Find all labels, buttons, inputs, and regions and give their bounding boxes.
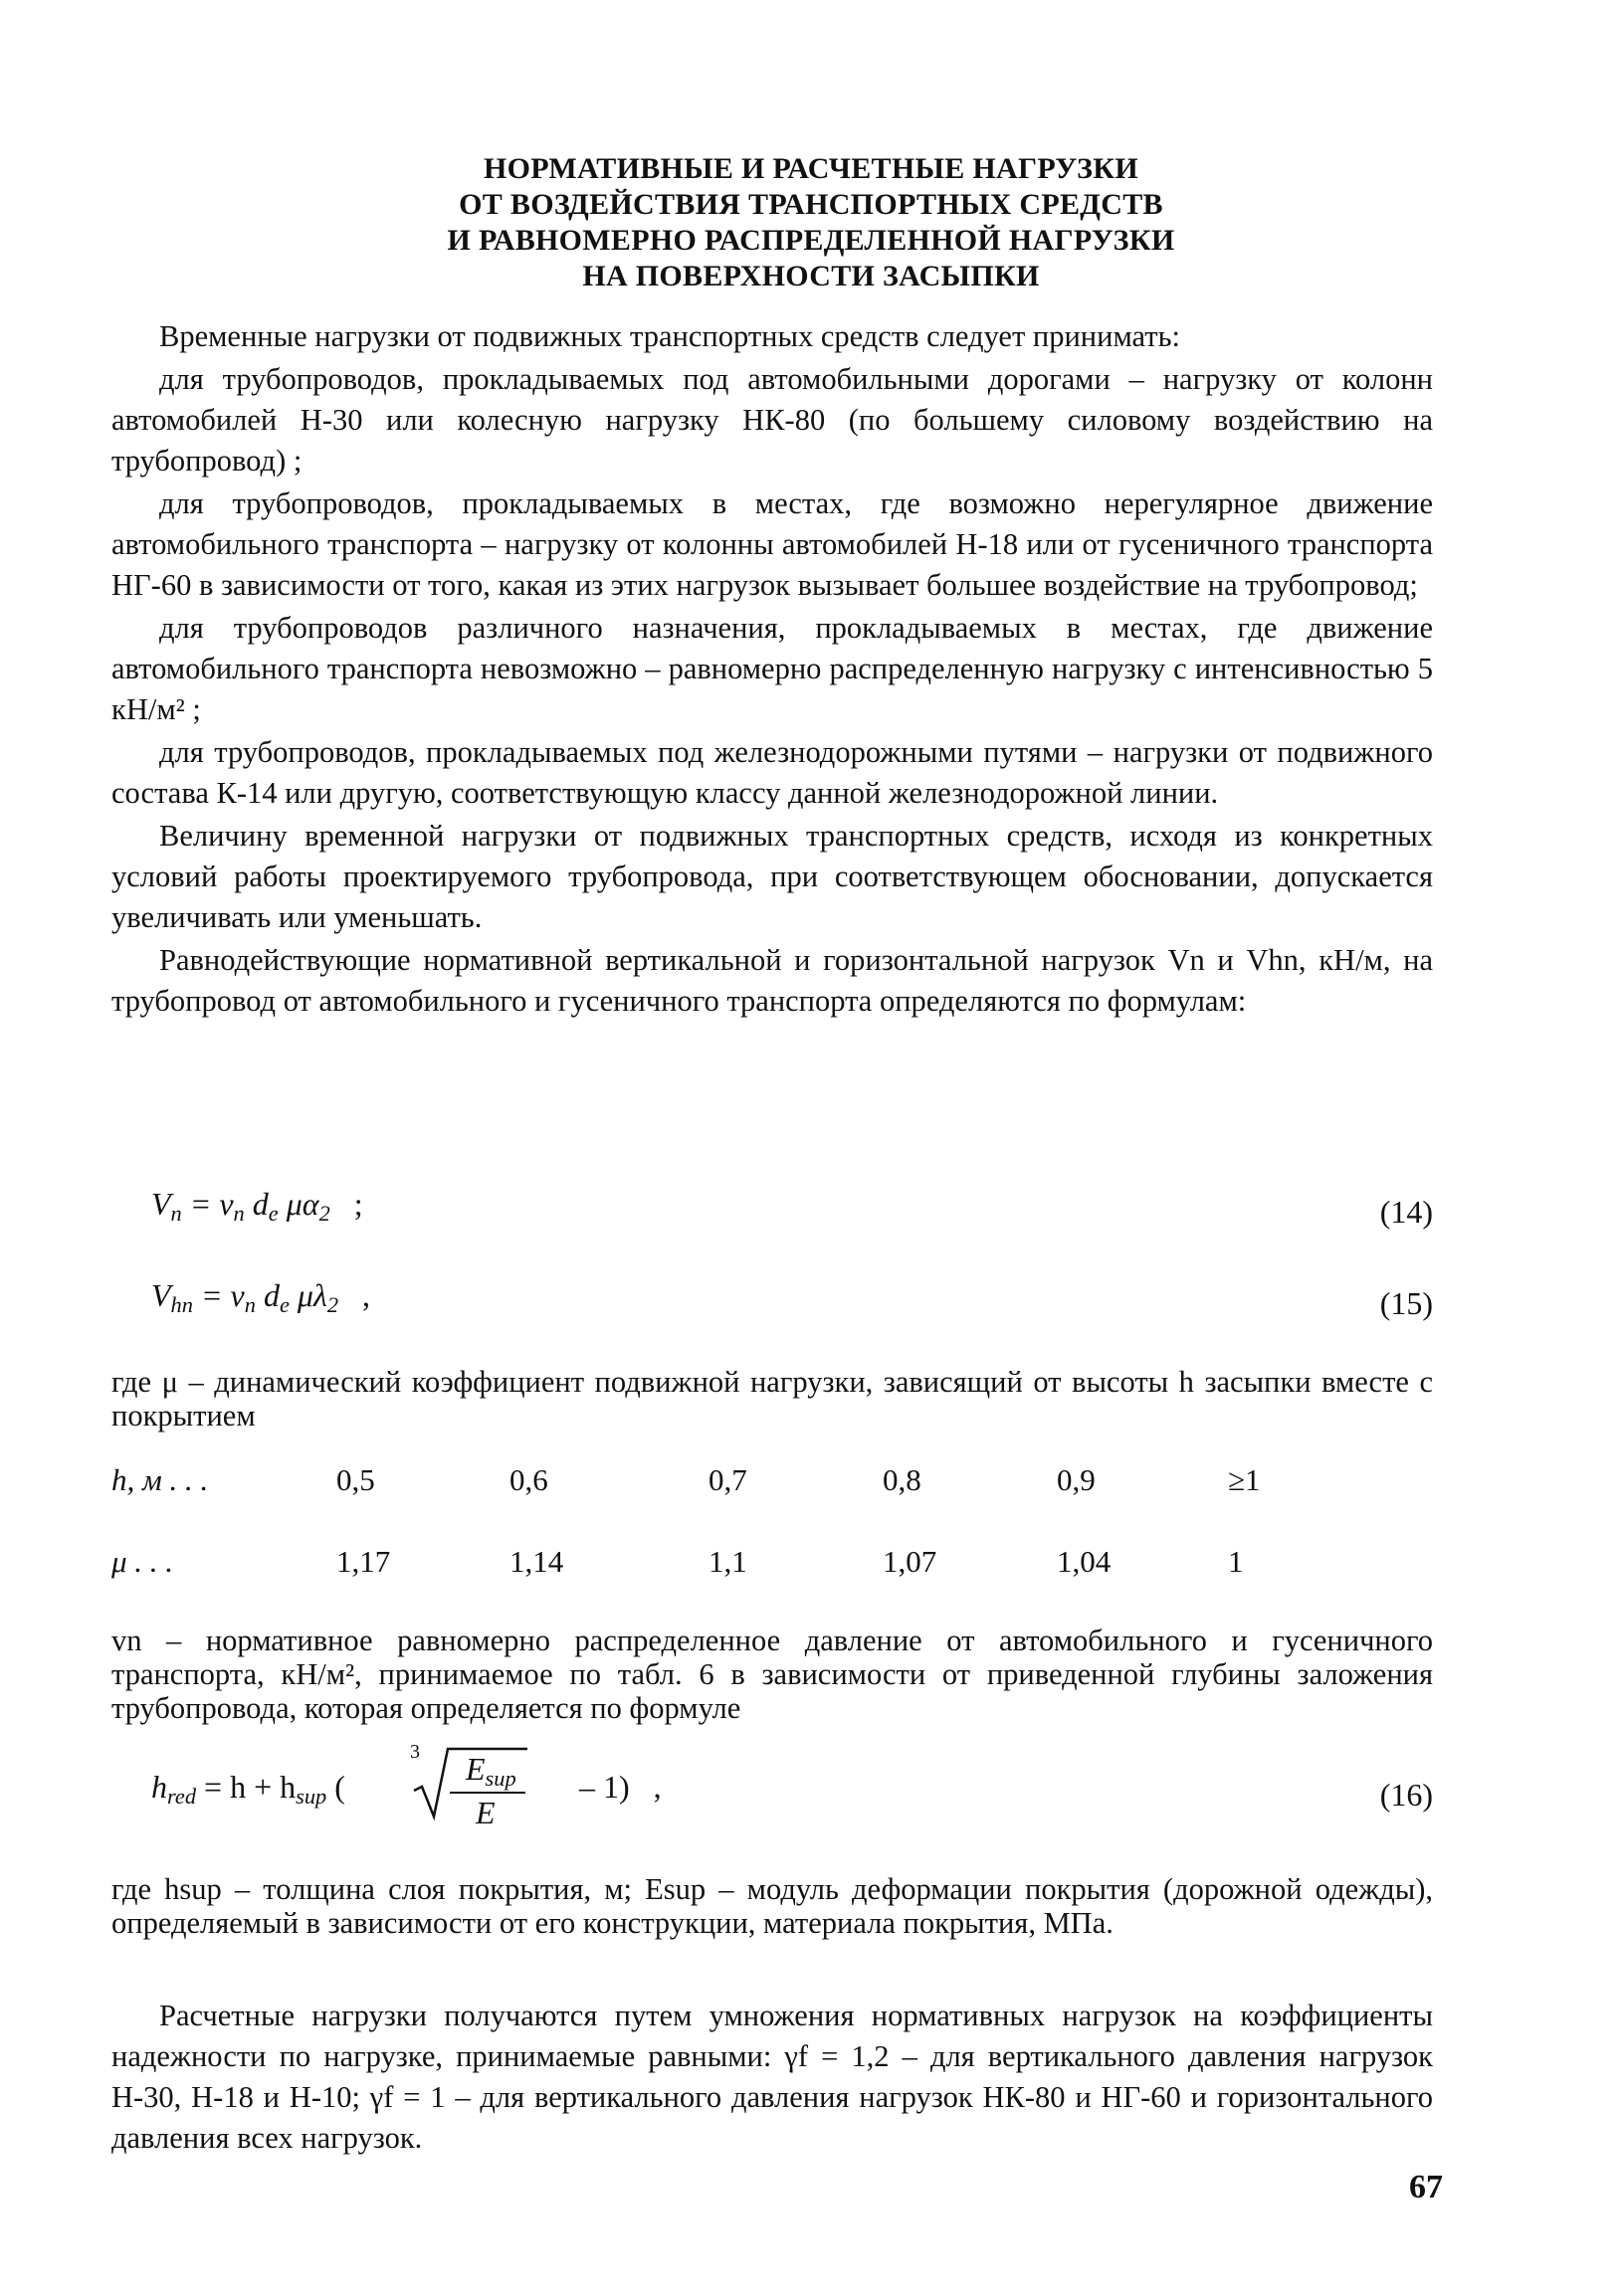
formula-subscript: red [167, 1784, 197, 1809]
formula-symbol: μα [286, 1186, 319, 1222]
fraction-denominator: E [476, 1795, 496, 1830]
table-cell: 0,9 [1057, 1462, 1096, 1497]
root-index: 3 [410, 1741, 420, 1763]
page-number: 67 [1409, 2169, 1443, 2205]
table-cell: 1,07 [883, 1544, 937, 1579]
paragraph: для трубопроводов, прокладываемых под автомобильными дорогами – нагрузку от колонн автомобилей Н-30 или колесную нагрузку НК-80 (по большему силовому воздействию на трубопровод) ; [111, 362, 1433, 478]
table-cell: 0,8 [883, 1462, 921, 1497]
formula-subscript: e [268, 1201, 279, 1226]
table-cell: 1,17 [336, 1544, 391, 1579]
formula-tail [579, 1769, 662, 1806]
formula-subscript: 2 [326, 1292, 339, 1317]
table-cell: 1 [1228, 1544, 1244, 1579]
table-row-mu [111, 1544, 1306, 1584]
table-cell: ≥1 [1228, 1462, 1261, 1497]
table-cell: 1,14 [509, 1544, 564, 1579]
paragraph: Временные нагрузки от подвижных транспортных средств следует принимать: [159, 319, 1181, 353]
formula-symbol: v [230, 1277, 245, 1313]
where-vn-text: vn – нормативное равномерно распределенное давление от автомобильного и гусеничного транспорта, кН/м², принимаемое по табл. 6 в зависимости от приведенной глубины заложения трубопровода, которая определяется по формуле [111, 1624, 1433, 1725]
paragraph: для трубопроводов различного назначения, прокладываемых в местах, где движение автомобильного транспорта невозможно – равномерно распределенную нагрузку с интенсивностью 5 кН/м² ; [111, 611, 1433, 726]
table-cell: 0,7 [709, 1462, 747, 1497]
paragraph: Равнодействующие нормативной вертикальной и горизонтальной нагрузок Vn и Vhn, кН/м, на трубопровод от автомобильного и гусеничного транспорта определяются по формулам: [111, 943, 1433, 1018]
formula-14: $V_n = v_n$ $d_e$ $\mu\alpha_2$ ; (14) [151, 1186, 1433, 1230]
table-cell: 1,1 [709, 1544, 747, 1579]
formula-punct: ; [353, 1186, 363, 1222]
formula-operator: = h + h [204, 1769, 297, 1805]
formula-symbol: E [466, 1751, 486, 1787]
formula-16: $h_{red} = h + h_{sup}$ ( 3 $E_{sup}$ E – 1) , (16) [151, 1741, 1433, 1830]
formula-symbol: V [151, 1277, 171, 1313]
formula-symbol: v [219, 1186, 234, 1222]
body-text [111, 316, 1433, 1022]
title-line: ОТ ВОЗДЕЙСТВИЯ ТРАНСПОРТНЫХ СРЕДСТВ [459, 188, 1163, 221]
formula-number: (15) [1379, 1285, 1433, 1321]
table-row-label: h, м . . . [111, 1462, 209, 1497]
paragraph: для трубопроводов, прокладываемых в местах, где возможно нерегулярное движение автомобильного транспорта – нагрузку от колонны автомобилей Н-18 или от гусеничного транспорта НГ-60 в зависимости от того, какая из этих нагрузок вызывает большее воздействие на трубопровод; [111, 486, 1433, 602]
final-text [111, 1996, 1433, 2159]
formula-punct: , [653, 1769, 662, 1805]
formula-symbol: d [252, 1186, 269, 1222]
formula-subscript: sup [296, 1784, 327, 1809]
formula-symbol: h [151, 1769, 167, 1805]
table-cell: 0,6 [509, 1462, 548, 1497]
paragraph: для трубопроводов, прокладываемых под железнодорожными путями – нагрузки от подвижного состава К-14 или другую, соответствующую классу данной железнодорожной линии. [111, 735, 1433, 810]
table-row-h [111, 1462, 1306, 1502]
formula-subscript: 2 [318, 1201, 330, 1226]
formula-subscript: n [170, 1201, 182, 1226]
table-cell: 0,5 [336, 1462, 375, 1497]
formula-subscript: n [233, 1201, 245, 1226]
where-hsup-text: где hsup – толщина слоя покрытия, м; Esup – модуль деформации покрытия (дорожной одежды), определяемый в зависимости от его конструкции, материала покрытия, МПа. [111, 1872, 1433, 1940]
fraction-numerator [466, 1751, 516, 1792]
paragraph: Расчетные нагрузки получаются путем умножения нормативных нагрузок на коэффициенты надежности по нагрузке, принимаемые равными: γf = 1,2 – для вертикального давления нагрузок Н-30, Н-18 и Н-10; γf = 1 – для вертикального давления нагрузок НК-80 и НГ-60 и горизонтального давления всех нагрузок. [111, 1999, 1433, 2155]
formula-subscript: sup [485, 1766, 516, 1791]
formula-15: $V_{hn} = v_n$ $d_e$ $\mu\lambda_2$ , (15) [151, 1277, 1433, 1321]
formula-number: (14) [1379, 1194, 1433, 1230]
table-row-label: μ . . . [111, 1544, 174, 1579]
title-line: И РАВНОМЕРНО РАСПРЕДЕЛЕННОЙ НАГРУЗКИ [447, 224, 1175, 257]
formula-subscript: e [279, 1292, 290, 1317]
formula-subscript: hn [170, 1292, 193, 1317]
table-cell: 1,04 [1057, 1544, 1112, 1579]
formula-symbol: μλ [297, 1277, 327, 1313]
formula-operator: – 1) [579, 1769, 630, 1805]
where-mu-text: где μ – динамический коэффициент подвижной нагрузки, зависящий от высоты h засыпки вместе с покрытием [111, 1365, 1433, 1433]
formula-symbol: d [263, 1277, 280, 1313]
title-line: НОРМАТИВНЫЕ И РАСЧЕТНЫЕ НАГРУЗКИ [484, 152, 1138, 185]
formula-punct: , [362, 1277, 371, 1313]
section-title [179, 151, 1443, 294]
formula-number: (16) [1379, 1777, 1433, 1813]
formula-symbol: V [151, 1186, 171, 1222]
title-line: НА ПОВЕРХНОСТИ ЗАСЫПКИ [582, 260, 1040, 292]
paragraph: Величину временной нагрузки от подвижных транспортных средств, исходя из конкретных условий работы проектируемого трубопровода, при соответствующем обосновании, допускается увеличивать или уменьшать. [111, 819, 1433, 934]
formula-subscript: n [244, 1292, 256, 1317]
